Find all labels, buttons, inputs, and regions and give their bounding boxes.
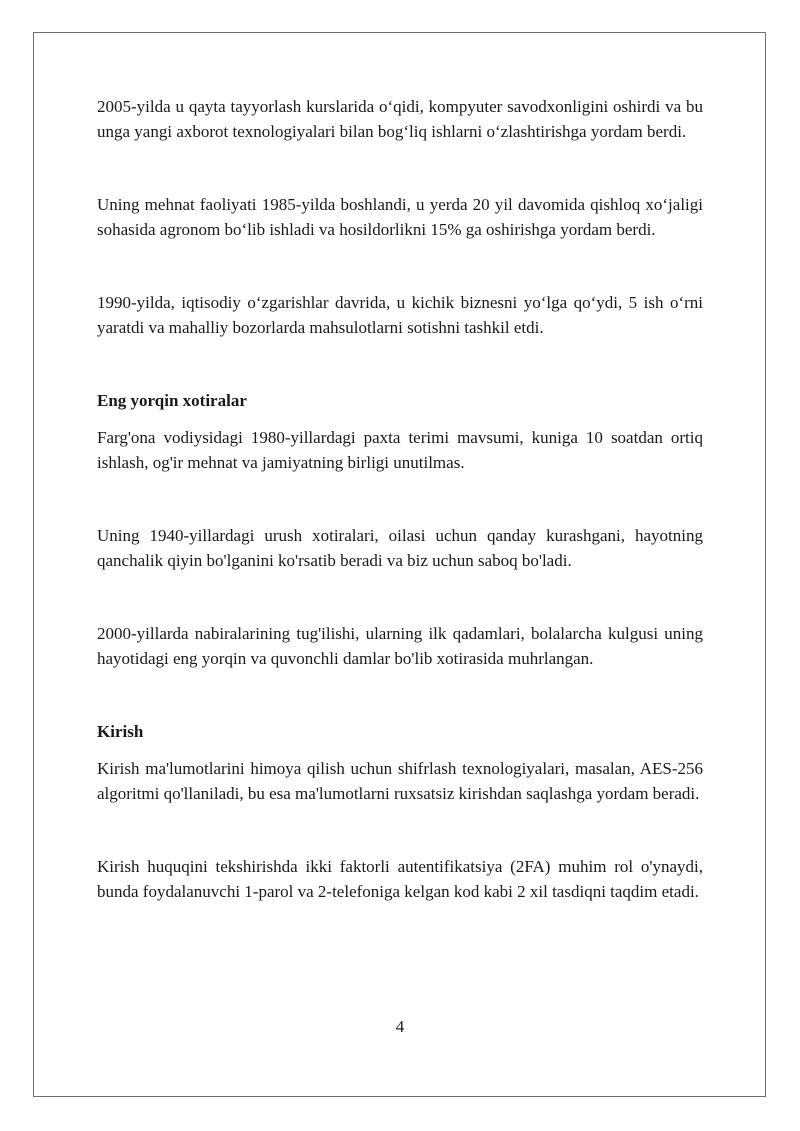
paragraph: Kirish huquqini tekshirishda ikki faktorli autentifikatsiya (2FA) muhim rol o'ynaydi, bunda foydalanuvchi 1-parol va 2-telefoniga kelgan kod kabi 2 xil tasdiqni taqdim etadi. [97,857,703,901]
paragraph: 2005-yilda u qayta tayyorlash kurslarida o‘qidi, kompyuter savodxonligini oshirdi va bu unga yangi axborot texnologiyalari bilan bog‘liq ishlarni o‘zlashtirishga yordam berdi. [97,97,703,141]
section-heading-access: Kirish [97,722,144,741]
paragraph: Uning 1940-yillardagi urush xotiralari, oilasi uchun qanday kurashgani, hayotning qanchalik qiyin bo'lganini ko'rsatib beradi va biz uchun saboq bo'ladi. [97,526,703,570]
section-heading-memories: Eng yorqin xotiralar [97,391,247,410]
paragraph: 2000-yillarda nabiralarining tug'ilishi, ularning ilk qadamlari, bolalarcha kulgusi uning hayotidagi eng yorqin va quvonchli damlar bo'lib xotirasida muhrlangan. [97,624,703,668]
paragraph: Kirish ma'lumotlarini himoya qilish uchun shifrlash texnologiyalari, masalan, AES-256 algoritmi qo'llaniladi, bu esa ma'lumotlarni ruxsatsiz kirishdan saqlashga yordam beradi. [97,759,703,803]
paragraph: Uning mehnat faoliyati 1985-yilda boshlandi, u yerda 20 yil davomida qishloq xo‘jaligi sohasida agronom bo‘lib ishladi va hosildorlikni 15% ga oshirishga yordam berdi. [97,195,703,239]
page-content [97,94,703,904]
paragraph: Farg'ona vodiysidagi 1980-yillardagi paxta terimi mavsumi, kuniga 10 soatdan ortiq ishlash, og'ir mehnat va jamiyatning birligi unutilmas. [97,428,703,472]
page-number: 4 [395,1017,405,1036]
paragraph: 1990-yilda, iqtisodiy o‘zgarishlar davrida, u kichik biznesni yo‘lga qo‘ydi, 5 ish o‘rni yaratdi va mahalliy bozorlarda mahsulotlarni sotishni tashkil etdi. [97,293,703,337]
